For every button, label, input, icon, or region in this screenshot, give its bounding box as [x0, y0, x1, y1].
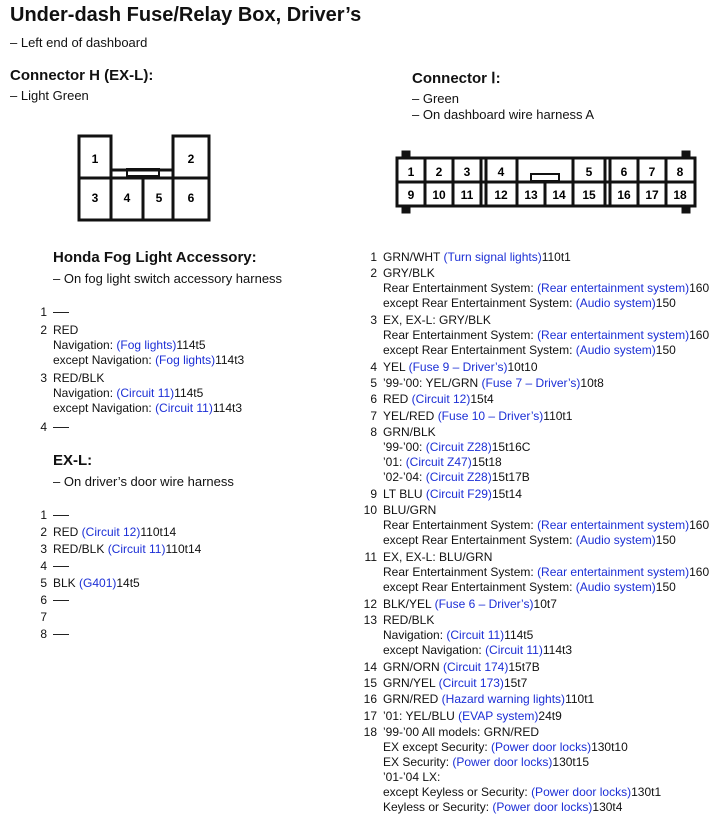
connector-i-location: – On dashboard wire harness A	[412, 107, 595, 122]
wire-text: RED	[53, 322, 79, 337]
wire-text: Navigation:	[53, 386, 117, 400]
wire-text: GRN/ORN	[383, 659, 443, 674]
wire-text: GRN/WHT	[383, 250, 444, 264]
circuit-link[interactable]: (Circuit 12)	[411, 392, 471, 407]
circuit-link[interactable]: (Audio system)	[575, 343, 656, 357]
circuit-link[interactable]: (Fuse 9 – Driver’s)	[408, 359, 508, 374]
pin-line	[363, 296, 709, 311]
wire-text: Rear Entertainment System:	[383, 281, 538, 296]
page-ref: 150	[655, 533, 676, 548]
pin-number: 2	[40, 525, 47, 539]
connector-i-pin: 8	[676, 165, 684, 179]
page-ref: 160	[689, 518, 710, 533]
wire-text: Rear Entertainment System:	[383, 564, 538, 579]
pin-row	[33, 627, 69, 642]
page-ref: 114t5	[504, 627, 534, 642]
pin-line	[363, 487, 522, 502]
wire-text: RED/BLK	[383, 612, 435, 627]
circuit-link[interactable]: (Audio system)	[575, 533, 656, 548]
circuit-link[interactable]: (Fuse 10 – Driver’s)	[437, 408, 544, 423]
pin-row	[363, 487, 522, 502]
pin-line	[363, 392, 494, 407]
pin-row	[363, 660, 540, 675]
wire-text: GRN/YEL	[383, 675, 439, 690]
pin-number: 15	[363, 675, 377, 690]
pin-line	[33, 353, 244, 368]
no-wire-dash	[53, 634, 69, 635]
circuit-link[interactable]: (Circuit Z28)	[425, 440, 492, 455]
pin-row	[363, 597, 557, 612]
no-wire-dash	[53, 427, 69, 428]
connector-i-pin: 18	[673, 188, 687, 202]
connector-i-heading: Connector Ⅰ:	[412, 70, 501, 87]
pin-row	[33, 305, 69, 320]
circuit-link[interactable]: (Audio system)	[575, 296, 656, 311]
pin-line	[363, 755, 661, 770]
pin-line	[363, 709, 562, 724]
circuit-link[interactable]: (Audio system)	[575, 579, 656, 594]
circuit-link[interactable]: (Rear entertainment system)	[537, 281, 690, 296]
exl-location: – On driver’s door wire harness	[53, 474, 234, 489]
circuit-link[interactable]: (Fuse 7 – Driver’s)	[481, 376, 581, 390]
wire-text: RED/BLK	[53, 371, 105, 385]
circuit-link[interactable]: (Fog lights)	[116, 337, 177, 352]
pin-line	[33, 542, 201, 557]
pin-line	[363, 360, 538, 375]
pin-row	[363, 725, 661, 815]
wire-text: Navigation:	[383, 627, 447, 642]
wire-text: ’01: YEL/BLU	[383, 708, 459, 723]
connector-i-pin: 9	[407, 188, 415, 202]
pin-line	[363, 409, 572, 424]
pin-number: 3	[40, 542, 47, 556]
wire-text: YEL/RED	[383, 408, 438, 423]
pin-number: 5	[40, 576, 47, 590]
pin-number: 9	[370, 486, 377, 501]
pin-line	[33, 401, 242, 416]
circuit-link[interactable]: (Circuit 11)	[116, 386, 175, 400]
circuit-link[interactable]: (Rear entertainment system)	[537, 564, 690, 579]
page-ref: 15t4	[470, 392, 494, 407]
page-ref: 15t17B	[491, 470, 530, 485]
pin-line	[33, 305, 69, 320]
page-ref: 10t8	[580, 376, 604, 390]
pin-number: 7	[370, 408, 377, 423]
circuit-link[interactable]: (Fog lights)	[155, 352, 216, 367]
pin-number: 4	[370, 359, 377, 374]
pin-number: 16	[363, 692, 377, 707]
pin-row	[33, 542, 201, 557]
circuit-link[interactable]: (Power door locks)	[452, 755, 553, 770]
page-ref: 150	[655, 579, 676, 594]
wire-text: GRN/BLK	[383, 425, 436, 440]
pin-line	[33, 593, 69, 608]
pin-row	[363, 409, 572, 424]
pin-number: 4	[40, 559, 47, 573]
pin-line	[33, 627, 69, 642]
pin-line	[363, 425, 530, 440]
pin-line	[363, 613, 572, 628]
connector-i-pin: 5	[585, 165, 593, 179]
connector-i-pin: 14	[552, 188, 566, 202]
pin-row	[33, 610, 53, 625]
pin-number: 11	[364, 549, 377, 564]
pin-number: 7	[40, 610, 47, 624]
connector-i-pin: 15	[582, 188, 596, 202]
pin-line	[363, 343, 709, 358]
circuit-link[interactable]: (Hazard warning lights)	[441, 692, 566, 707]
pin-line	[33, 420, 69, 435]
pin-number: 6	[370, 392, 377, 407]
pin-row	[363, 550, 709, 595]
circuit-link[interactable]: (Circuit 11)	[107, 542, 166, 556]
wire-text: BLU/GRN	[383, 503, 437, 518]
pin-row	[363, 266, 709, 311]
pin-line	[363, 266, 709, 281]
circuit-link[interactable]: (Power door locks)	[491, 740, 592, 755]
pin-line	[363, 470, 530, 485]
wire-text: Navigation:	[53, 337, 117, 352]
pin-number: 5	[370, 376, 377, 390]
no-wire-dash	[53, 515, 69, 516]
pin-number: 3	[370, 313, 377, 327]
pin-line	[33, 610, 53, 625]
no-wire-dash	[53, 600, 69, 601]
page-ref: 114t5	[176, 337, 206, 352]
page-ref: 114t3	[212, 401, 242, 415]
pin-row	[363, 676, 527, 691]
pin-row	[363, 313, 709, 358]
pin-line	[33, 525, 176, 540]
pin-line	[33, 386, 242, 401]
pin-line	[363, 676, 527, 691]
no-wire-dash	[53, 566, 69, 567]
pin-number: 2	[370, 266, 377, 281]
page-ref: 160	[689, 328, 710, 342]
connector-h-color: – Light Green	[10, 88, 89, 103]
page-ref: 114t3	[542, 642, 572, 657]
page-ref: 160	[689, 564, 710, 579]
circuit-link[interactable]: (Circuit 174)	[443, 659, 509, 674]
pin-number: 18	[363, 725, 377, 740]
circuit-link[interactable]: (Circuit 11)	[446, 627, 505, 642]
pin-line	[33, 371, 242, 386]
pin-line	[363, 376, 604, 391]
circuit-link[interactable]: (Circuit Z28)	[425, 470, 492, 485]
wire-text: Keyless or Security:	[383, 800, 493, 815]
pin-line	[363, 503, 709, 518]
wire-text: LT BLU	[383, 486, 426, 501]
page-ref: 130t4	[592, 800, 623, 815]
pin-line	[33, 576, 140, 591]
circuit-link[interactable]: (Power door locks)	[492, 800, 593, 815]
page-ref: 15t16C	[491, 440, 531, 455]
pin-line	[363, 518, 709, 533]
pin-number: 13	[363, 612, 377, 627]
pin-number: 6	[40, 593, 47, 607]
connector-h-diagram	[75, 132, 215, 224]
page-ref: 130t15	[552, 755, 590, 770]
page-ref: 110t1	[541, 250, 571, 264]
wire-text: ’01:	[383, 455, 406, 470]
page-ref: 110t14	[140, 525, 177, 539]
connector-i-pin: 7	[648, 165, 656, 179]
circuit-link[interactable]: (Circuit 173)	[438, 675, 504, 690]
wire-text: except Navigation:	[383, 642, 486, 657]
pin-number: 4	[40, 419, 47, 434]
wire-text: ’99-’00 All models: GRN/RED	[383, 725, 540, 740]
page-subtitle: – Left end of dashboard	[10, 35, 148, 50]
pin-number: 1	[40, 508, 47, 522]
wire-text: except Rear Entertainment System:	[383, 343, 576, 357]
connector-i-color: – Green	[412, 91, 459, 106]
wire-text: GRY/BLK	[383, 266, 435, 281]
pin-row	[363, 613, 572, 658]
page-ref: 10t10	[507, 359, 538, 374]
wire-text: except Rear Entertainment System:	[383, 296, 576, 311]
circuit-link[interactable]: (Circuit 11)	[155, 401, 213, 415]
pin-line	[363, 313, 709, 328]
wire-text: ’99-’00: YEL/GRN	[383, 376, 482, 390]
no-wire-dash	[53, 312, 69, 313]
pin-line	[363, 328, 709, 343]
pin-line	[363, 692, 594, 707]
pin-row	[33, 525, 176, 540]
pin-line	[363, 455, 530, 470]
page-ref: 114t5	[174, 386, 204, 400]
connector-i-pin: 17	[645, 188, 659, 202]
pin-row	[33, 593, 69, 608]
pin-line	[363, 740, 661, 755]
connector-i-diagram	[393, 150, 699, 216]
pin-line	[363, 565, 709, 580]
page-ref: 24t9	[538, 708, 562, 723]
connector-h-heading: Connector H (EX-L):	[10, 67, 154, 84]
pin-line	[33, 508, 69, 523]
circuit-link[interactable]: (Rear entertainment system)	[537, 518, 690, 533]
wire-text: except Rear Entertainment System:	[383, 533, 576, 548]
pin-number: 1	[40, 305, 47, 319]
pin-line	[363, 643, 572, 658]
pin-line	[363, 250, 571, 265]
pin-line	[363, 770, 661, 785]
pin-row	[33, 576, 140, 591]
pin-number: 8	[40, 627, 47, 641]
pin-number: 3	[40, 371, 47, 385]
pin-number: 14	[363, 659, 377, 674]
wire-text: EX except Security:	[383, 740, 492, 755]
wire-text: YEL	[383, 359, 409, 374]
connector-h-pin: 2	[187, 152, 195, 166]
fog-heading: Honda Fog Light Accessory:	[53, 249, 257, 266]
page-ref: 15t14	[491, 486, 522, 501]
pin-number: 17	[363, 708, 377, 723]
wire-text: except Rear Entertainment System:	[383, 579, 576, 594]
circuit-link[interactable]: (Circuit 11)	[485, 642, 543, 657]
connector-i-pin: 3	[463, 165, 471, 179]
page-ref: 15t7B	[508, 659, 540, 674]
pin-line	[363, 800, 661, 815]
circuit-link[interactable]: (Power door locks)	[531, 785, 632, 800]
pin-line	[363, 660, 540, 675]
wire-text: RED	[53, 525, 82, 539]
page-ref: 110t1	[543, 408, 573, 423]
page-ref: 130t10	[591, 740, 628, 755]
connector-i-pin: 11	[460, 188, 474, 202]
pin-number: 10	[363, 503, 377, 518]
connector-i-pin: 16	[617, 188, 631, 202]
pin-line	[33, 338, 244, 353]
wire-text: except Keyless or Security:	[383, 785, 532, 800]
pin-row	[33, 508, 69, 523]
pin-row	[33, 559, 69, 574]
pin-line	[363, 440, 530, 455]
pin-line	[363, 281, 709, 296]
wire-text: RED	[383, 392, 412, 407]
pin-line	[363, 580, 709, 595]
pin-row	[363, 709, 562, 724]
circuit-link[interactable]: (Circuit 12)	[81, 525, 141, 539]
wire-text: except Navigation:	[53, 352, 156, 367]
pin-row	[363, 360, 538, 375]
pin-row	[363, 392, 494, 407]
page-ref: 150	[655, 296, 676, 311]
wire-text: Rear Entertainment System:	[383, 328, 538, 342]
pin-number: 1	[370, 250, 377, 264]
pin-row	[363, 250, 571, 265]
wire-text: GRN/RED	[383, 692, 442, 707]
circuit-link[interactable]: (G401)	[79, 576, 117, 590]
pin-line	[363, 597, 557, 612]
page-ref: 15t18	[471, 455, 502, 470]
wire-text: EX, EX-L: BLU/GRN	[383, 549, 493, 564]
wire-text: BLK/YEL	[383, 596, 435, 611]
circuit-link[interactable]: (Fuse 6 – Driver’s)	[434, 596, 534, 611]
wire-text: EX Security:	[383, 755, 453, 770]
pin-line	[363, 628, 572, 643]
connector-h-pin: 6	[187, 191, 195, 205]
connector-i-pin: 1	[407, 165, 415, 179]
circuit-link[interactable]: (EVAP system)	[458, 708, 539, 723]
pin-line	[33, 323, 244, 338]
circuit-link[interactable]: (Circuit Z47)	[405, 455, 472, 470]
pin-row	[363, 425, 530, 485]
connector-h-pin: 3	[91, 191, 99, 205]
circuit-link[interactable]: (Turn signal lights)	[443, 250, 542, 264]
pin-line	[363, 533, 709, 548]
connector-i-pin: 10	[432, 188, 446, 202]
exl-heading: EX-L:	[53, 452, 93, 469]
wire-text: Rear Entertainment System:	[383, 518, 538, 533]
pin-row	[363, 692, 594, 707]
connector-h-pin: 5	[155, 191, 163, 205]
connector-i-pin: 13	[524, 188, 538, 202]
pin-row	[363, 503, 709, 548]
wire-text: except Navigation:	[53, 401, 156, 415]
wire-text: ’99-’00:	[383, 440, 426, 455]
pin-line	[363, 785, 661, 800]
connector-i-pin: 6	[620, 165, 628, 179]
wire-text: BLK	[53, 576, 80, 590]
connector-h-pin: 4	[123, 191, 131, 205]
wire-text: EX, EX-L: GRY/BLK	[383, 313, 491, 327]
page-ref: 160	[689, 281, 710, 296]
pin-line	[363, 550, 709, 565]
page-ref: 15t7	[503, 675, 528, 690]
page-ref: 10t7	[533, 596, 557, 611]
fog-location: – On fog light switch accessory harness	[53, 271, 283, 286]
page-ref: 110t14	[165, 542, 202, 556]
connector-i-pin: 4	[497, 165, 505, 179]
page-ref: 14t5	[116, 576, 140, 590]
circuit-link[interactable]: (Rear entertainment system)	[537, 328, 690, 342]
connector-h-pin: 1	[91, 152, 99, 166]
page-ref: 150	[655, 343, 676, 357]
circuit-link[interactable]: (Circuit F29)	[425, 486, 492, 501]
wire-text: ’02-’04:	[383, 470, 426, 485]
pin-number: 2	[40, 322, 47, 337]
pin-row	[363, 376, 604, 391]
page-ref: 130t1	[631, 785, 662, 800]
wire-text: RED/BLK	[53, 542, 108, 556]
pin-number: 8	[370, 425, 377, 440]
pin-line	[33, 559, 69, 574]
pin-row	[33, 371, 242, 416]
pin-line	[363, 725, 661, 740]
page-ref: 110t1	[565, 692, 595, 707]
pin-row	[33, 323, 244, 368]
wire-text: ’01-’04 LX:	[383, 770, 441, 785]
connector-i-pin: 12	[494, 188, 508, 202]
connector-i-pin: 2	[435, 165, 443, 179]
pin-number: 12	[363, 596, 377, 611]
pin-row	[33, 420, 69, 435]
page-title: Under-dash Fuse/Relay Box, Driver’s	[10, 4, 362, 26]
page-ref: 114t3	[215, 352, 245, 367]
